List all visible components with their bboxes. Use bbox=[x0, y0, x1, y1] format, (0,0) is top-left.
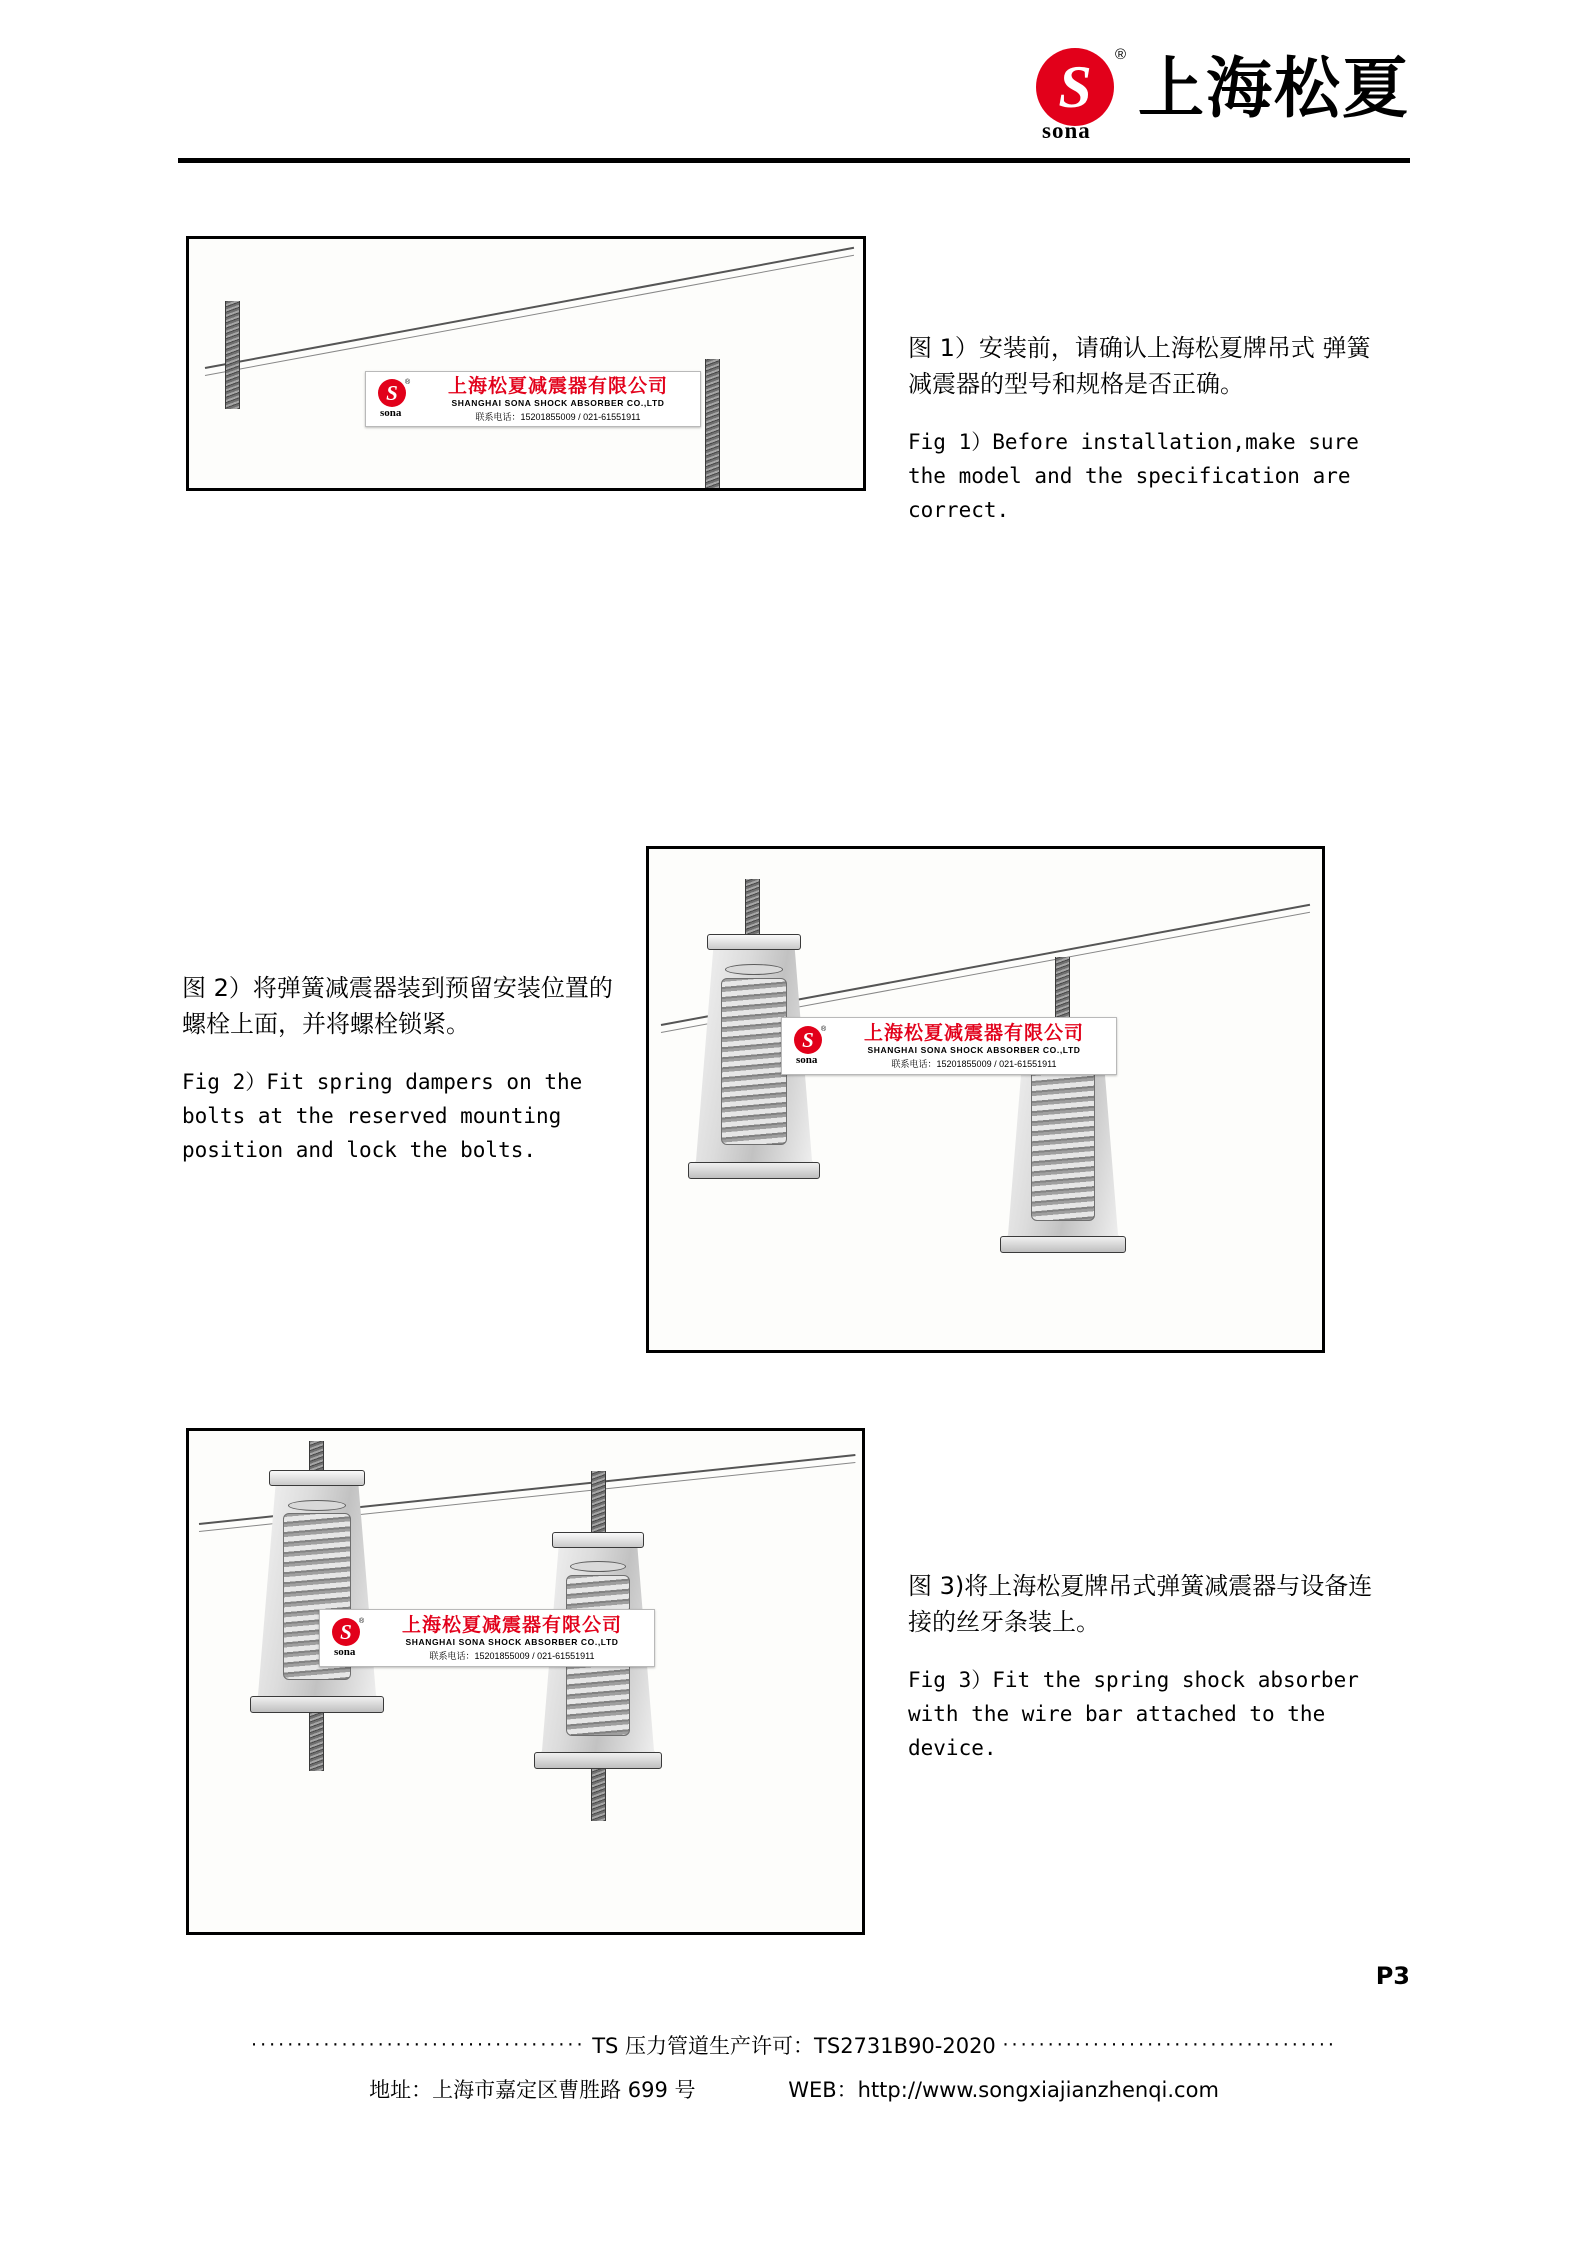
damper-base-plate bbox=[688, 1162, 820, 1179]
damper-top-cap bbox=[707, 934, 802, 950]
nameplate-company-cn: 上海松夏减震器有限公司 bbox=[447, 375, 668, 398]
page-footer bbox=[0, 2030, 1588, 2104]
sona-logo-icon bbox=[1032, 46, 1126, 143]
threaded-rod-right bbox=[705, 359, 720, 489]
nameplate-registered-mark: ® bbox=[359, 1618, 365, 1625]
nameplate-company-en: SHANGHAI SONA SHOCK ABSORBER CO.,LTD bbox=[867, 1044, 1081, 1055]
ceiling-line-secondary bbox=[205, 255, 854, 376]
spring-damper-left bbox=[257, 1477, 375, 1705]
damper-base-plate bbox=[250, 1696, 384, 1713]
nameplate-contact: 联系电话：15201855009 / 021-61551911 bbox=[475, 411, 641, 422]
page-number: P3 bbox=[1375, 1962, 1410, 1990]
nameplate-logo-icon bbox=[372, 379, 416, 419]
damper-base-plate bbox=[534, 1752, 661, 1769]
figure-3-caption bbox=[908, 1568, 1378, 1765]
figure-2-image bbox=[646, 846, 1325, 1353]
figure-2-caption-cn: 图 2）将弹簧减震器装到预留安装位置的螺栓上面，并将螺栓锁紧。 bbox=[182, 974, 613, 1039]
damper-base-plate bbox=[1000, 1236, 1125, 1253]
damper-spring-coils bbox=[721, 978, 788, 1146]
nameplate-company-en: SHANGHAI SONA SHOCK ABSORBER CO.,LTD bbox=[451, 397, 665, 408]
ceiling-line bbox=[205, 247, 854, 369]
nameplate-logo-icon bbox=[326, 1618, 370, 1658]
figure-1-caption bbox=[908, 330, 1378, 527]
footer-dots-left: ····································· bbox=[251, 2034, 586, 2056]
footer-web[interactable]: WEB：http://www.songxiajianzhenqi.com bbox=[788, 2078, 1219, 2102]
footer-address: 地址：上海市嘉定区曹胜路 699 号 bbox=[369, 2078, 696, 2102]
company-name-cn: 上海松夏 bbox=[1138, 50, 1410, 127]
damper-spring-coils bbox=[1031, 1062, 1095, 1221]
threaded-rod-left bbox=[225, 301, 240, 409]
nameplate-label bbox=[319, 1609, 655, 1667]
nameplate-logo-latin: sona bbox=[380, 407, 402, 419]
nameplate-logo-letter: S bbox=[340, 1620, 352, 1644]
nameplate-company-cn: 上海松夏减震器有限公司 bbox=[863, 1022, 1084, 1045]
company-logo bbox=[1032, 46, 1410, 143]
damper-coil-top bbox=[725, 964, 783, 975]
nameplate-registered-mark: ® bbox=[821, 1026, 827, 1033]
figure-1-image bbox=[186, 236, 866, 491]
figure-2-caption bbox=[182, 970, 632, 1167]
registered-mark: ® bbox=[1114, 46, 1126, 63]
nameplate-logo-icon bbox=[788, 1026, 832, 1066]
damper-coil-top bbox=[288, 1500, 347, 1511]
nameplate-company-en: SHANGHAI SONA SHOCK ABSORBER CO.,LTD bbox=[405, 1636, 619, 1647]
logo-letter: S bbox=[1058, 54, 1092, 120]
nameplate-label bbox=[365, 371, 701, 427]
figure-1-caption-cn: 图 1）安装前，请确认上海松夏牌吊式 弹簧减震器的型号和规格是否正确。 bbox=[908, 334, 1371, 399]
header-divider bbox=[178, 158, 1410, 163]
threaded-rod-left bbox=[745, 879, 760, 941]
nameplate-logo-letter: S bbox=[386, 381, 398, 405]
nameplate-logo-latin: sona bbox=[796, 1054, 818, 1066]
figure-2-caption-en: Fig 2）Fit spring dampers on the bolts at the reserved mounting position and lock the bolts. bbox=[182, 1069, 583, 1162]
nameplate-registered-mark: ® bbox=[405, 379, 411, 386]
nameplate-logo-latin: sona bbox=[334, 1646, 356, 1658]
figure-3-image bbox=[186, 1428, 865, 1935]
nameplate-contact: 联系电话：15201855009 / 021-61551911 bbox=[891, 1058, 1057, 1069]
nameplate-label bbox=[781, 1017, 1117, 1075]
nameplate-logo-letter: S bbox=[802, 1028, 814, 1052]
damper-top-cap bbox=[269, 1470, 365, 1486]
figure-3-caption-en: Fig 3）Fit the spring shock absorber with the wire bar attached to the device. bbox=[908, 1667, 1359, 1760]
footer-dots-right: ····································· bbox=[1002, 2034, 1337, 2056]
figure-1-caption-en: Fig 1）Before installation,make sure the model and the specification are correct. bbox=[908, 429, 1359, 522]
nameplate-company-cn: 上海松夏减震器有限公司 bbox=[401, 1614, 622, 1637]
nameplate-contact: 联系电话：15201855009 / 021-61551911 bbox=[429, 1650, 595, 1661]
damper-top-cap bbox=[552, 1532, 644, 1548]
logo-latin-name: sona bbox=[1042, 118, 1091, 143]
page-header bbox=[0, 28, 1588, 148]
figure-3-caption-cn: 图 3)将上海松夏牌吊式弹簧减震器与设备连接的丝牙条装上。 bbox=[908, 1572, 1373, 1637]
footer-license: TS 压力管道生产许可：TS2731B90-2020 bbox=[592, 2034, 996, 2058]
